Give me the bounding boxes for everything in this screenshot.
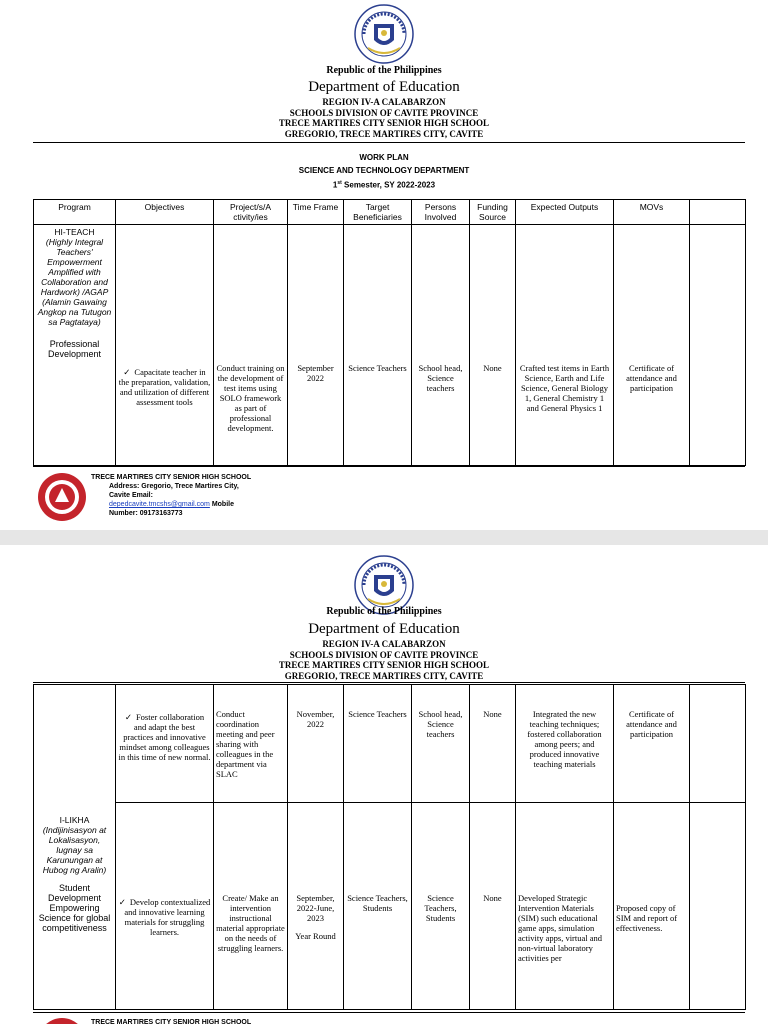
program-description: (Highly Integral Teachers' Empowerment Amplified with Collaboration and Hardwork) /AGAP (Alamin Gawaing Angkop na Tutugon sa Pagtataya) — [37, 237, 112, 327]
beneficiaries-cell: Science Teachers, Students — [344, 803, 412, 1010]
blank-cell — [690, 225, 746, 466]
persons-cell: Science Teachers, Students — [412, 803, 470, 1010]
region-line: REGION IV-A CALABARZON — [322, 97, 446, 107]
work-plan-heading — [0, 151, 768, 192]
program-cell — [34, 685, 116, 1010]
republic-heading: Republic of the Philippines — [326, 606, 442, 617]
footer-address-2: Cavite Email: — [109, 492, 153, 499]
school-line: TRECE MARTIRES CITY SENIOR HIGH SCHOOL — [278, 660, 490, 670]
program-area: Student Development — [47, 883, 102, 903]
objective-text: ✓ Foster collaboration and adapt the best practices and innovative mindset among colleagues in this time of new normal. — [118, 712, 210, 762]
school-logo-icon — [37, 472, 87, 522]
division-line: SCHOOLS DIVISION OF CAVITE PROVINCE — [289, 107, 479, 118]
footer-rule — [33, 466, 745, 467]
address-line: GREGORIO, TRECE MARTIRES CITY, CAVITE — [284, 128, 484, 139]
document-page-2 — [0, 545, 768, 1024]
outputs-cell: Crafted test items in Earth Science, Earth and Life Science, General Biology 1, General Chemistry 1 and General Physics 1 — [516, 225, 614, 466]
objective-text: ✓ Develop contextualized and innovative learning materials for struggling learners. — [119, 897, 211, 937]
persons-cell: School head, Science teachers — [412, 685, 470, 803]
semester-line: 1st Semester, SY 2022-2023 — [332, 180, 436, 190]
outputs-cell: Developed Strategic Intervention Materials (SIM) such educational game apps, simulation activity apps, virtual and non-virtual laboratory activities per — [516, 803, 614, 1010]
time-frame-cell — [288, 803, 344, 1010]
program-title: HI-TEACH — [54, 227, 95, 237]
table-row — [34, 225, 746, 466]
department-title: SCIENCE AND TECHNOLOGY DEPARTMENT — [298, 166, 470, 175]
work-plan-title: WORK PLAN — [359, 153, 409, 162]
time-frame-cell: November, 2022 — [288, 685, 344, 803]
movs-cell: Proposed copy of SIM and report of effectiveness. — [614, 803, 690, 1010]
beneficiaries-cell: Science Teachers — [344, 225, 412, 466]
footer-number: Number: 09173163773 — [109, 510, 183, 517]
time-frame-cell: September 2022 — [288, 225, 344, 466]
blank-cell — [690, 685, 746, 803]
col-persons: Persons Involved — [412, 200, 470, 225]
republic-heading: Republic of the Philippines — [326, 65, 442, 76]
col-movs: MOVs — [614, 200, 690, 225]
program-title: I-LIKHA — [59, 815, 90, 825]
col-time-frame: Time Frame — [288, 200, 344, 225]
footer — [33, 470, 745, 530]
table-row — [34, 685, 746, 803]
time-frame-range: September, 2022-June, 2023 — [296, 893, 335, 923]
funding-cell: None — [470, 685, 516, 803]
funding-cell: None — [470, 803, 516, 1010]
objective-cell — [116, 803, 214, 1010]
col-objectives: Objectives — [116, 200, 214, 225]
footer-address: Address: Gregorio, Trece Martires City, — [109, 483, 239, 490]
school-logo-icon — [37, 1017, 87, 1024]
division-line: SCHOOLS DIVISION OF CAVITE PROVINCE — [289, 649, 479, 660]
letterhead-lines — [0, 97, 768, 139]
col-program: Program — [34, 200, 116, 225]
school-line: TRECE MARTIRES CITY SENIOR HIGH SCHOOL — [278, 118, 490, 128]
footer-text: TRECE MARTIRES CITY SENIOR HIGH SCHOOL Address: Gregorio, Trece Martires City, Cavite Email: depedcavite.tmcshs@gmail.com Mobile Number: 09173163773 — [91, 474, 252, 517]
col-outputs: Expected Outputs — [516, 200, 614, 225]
project-cell: Create/ Make an intervention instructional material appropriate on the needs of struggling learners. — [214, 803, 288, 1010]
blank-cell — [690, 803, 746, 1010]
deped-seal-icon — [354, 4, 414, 64]
address-line: GREGORIO, TRECE MARTIRES CITY, CAVITE — [284, 670, 484, 681]
col-blank — [690, 200, 746, 225]
work-plan-table-continued — [33, 684, 746, 1010]
header-rule — [33, 682, 745, 683]
project-cell: Conduct training on the development of test items using SOLO framework as part of professional development. — [214, 225, 288, 466]
objective-text: ✓ Capacitate teacher in the preparation, validation, and utilization of different assessment tools — [119, 367, 211, 407]
beneficiaries-cell: Science Teachers — [344, 685, 412, 803]
objective-cell — [116, 685, 214, 803]
work-plan-table — [33, 199, 746, 466]
program-description: (Indijinisasyon at Lokalisasyon, Iugnay sa Karunungan at Hubog ng Aralin) — [42, 825, 107, 875]
time-frame-year-round: Year Round — [295, 931, 336, 941]
movs-cell: Certificate of attendance and participation — [614, 225, 690, 466]
department-heading: Department of Education — [308, 79, 460, 95]
program-subtitle: Empowering Science for global competitiveness — [38, 903, 111, 933]
movs-cell: Certificate of attendance and participation — [614, 685, 690, 803]
footer — [33, 1015, 745, 1024]
funding-cell: None — [470, 225, 516, 466]
footer-email-link[interactable]: depedcavite.tmcshs@gmail.com — [109, 501, 210, 508]
footer-school: TRECE MARTIRES CITY SENIOR HIGH SCHOOL — [91, 474, 252, 481]
program-cell — [34, 225, 116, 466]
department-heading: Department of Education — [308, 621, 460, 637]
col-beneficiaries: Target Beneficiaries — [344, 200, 412, 225]
persons-cell: School head, Science teachers — [412, 225, 470, 466]
footer-school: TRECE MARTIRES CITY SENIOR HIGH SCHOOL — [91, 1019, 252, 1024]
col-projects: Project/s/A ctivity/ies — [214, 200, 288, 225]
program-area: Professional Development — [47, 339, 102, 359]
objective-cell — [116, 225, 214, 466]
outputs-cell: Integrated the new teaching techniques; fostered collaboration among peers; and produced innovative teaching materials — [516, 685, 614, 803]
letterhead-lines — [0, 639, 768, 681]
project-cell: Conduct coordination meeting and peer sharing with colleagues in the department via SLAC — [214, 685, 288, 803]
header-rule — [33, 142, 745, 143]
table-header-row — [34, 200, 746, 225]
table-row — [34, 803, 746, 1010]
col-funding: Funding Source — [470, 200, 516, 225]
region-line: REGION IV-A CALABARZON — [322, 639, 446, 649]
footer-rule — [33, 1012, 745, 1013]
